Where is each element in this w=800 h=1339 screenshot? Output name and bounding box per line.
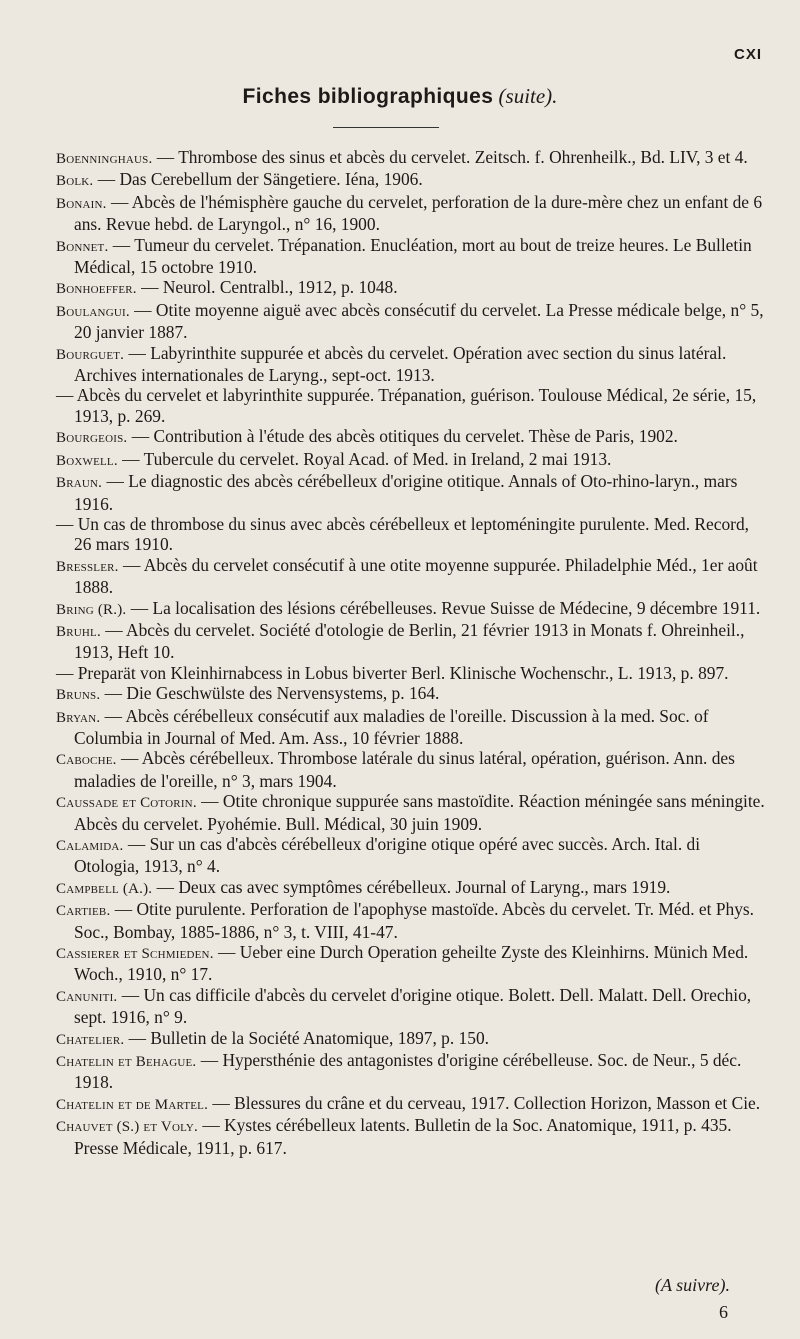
entry-author: Bolk. [56, 173, 94, 190]
entry-author: Cartieb. [56, 903, 111, 920]
entry-text: — Preparät von Kleinhirnabcess in Lobus biverter Berl. Klinische Wochenschr., L. 1913, p. 897. [56, 662, 729, 683]
entry-text: — Contribution à l'étude des abcès otitiques du cervelet. Thèse de Paris, 1902. [131, 426, 678, 447]
entry-text: — Le diagnostic des abcès cérébelleux d'origine otitique. Annals of Oto-rhino-laryn., mars 1916. [74, 471, 738, 514]
bibliography-entry [56, 514, 768, 555]
entry-author: Bourgeois. [56, 430, 128, 447]
entry-text: — Abcès du cervelet consécutif à une otite moyenne suppurée. Philadelphie Méd., 1er août 1888. [74, 554, 758, 598]
entry-author: Boxwell. [56, 452, 118, 469]
bibliography-entry [56, 1115, 768, 1158]
entry-author: Campbell (A.). [56, 880, 153, 897]
bibliography-entry [56, 985, 768, 1028]
page-title [0, 84, 800, 109]
entry-text: — Tubercule du cervelet. Royal Acad. of Med. in Ireland, 2 mai 1913. [122, 448, 612, 469]
entry-author: Boulangui. [56, 303, 130, 320]
entry-author: Cassierer et Schmieden. [56, 946, 214, 963]
bibliography-entry [56, 426, 768, 448]
bibliography-entry [56, 1028, 768, 1050]
bibliography-list [56, 147, 768, 1158]
entry-text: — Kystes cérébelleux latents. Bulletin de la Soc. Anatomique, 1911, p. 435. Presse Médicale, 1911, p. 617. [74, 1115, 732, 1158]
entry-author: Canuniti. [56, 988, 118, 1005]
bibliography-entry [56, 1093, 768, 1115]
entry-author: Chauvet (S.) et Voly. [56, 1119, 199, 1136]
entry-text: — Die Geschwülste des Nervensystems, p. 164. [104, 683, 440, 704]
entry-text: — Abcès de l'hémisphère gauche du cervelet, perforation de la dure-mère chez un enfant de 6 ans. Revue hebd. de Laryngol., n° 16, 1900. [74, 191, 763, 235]
bibliography-entry [56, 277, 768, 299]
entry-text: — Un cas de thrombose du sinus avec abcès cérébelleux et leptoméningite purulente. Med. Record, 26 mars 1910. [56, 513, 749, 555]
bibliography-entry [56, 663, 768, 683]
entry-text: — Labyrinthite suppurée et abcès du cervelet. Opération avec section du sinus latéral. Archives internationales de Laryng., sept-oct. 1913. [74, 342, 727, 386]
entry-author: Bruhl. [56, 623, 101, 640]
entry-text: — Abcès du cervelet. Société d'otologie de Berlin, 21 février 1913 in Monats f. Ohreinheil., 1913, Heft 10. [74, 619, 745, 663]
entry-text: — Deux cas avec symptômes cérébelleux. Journal of Laryng., mars 1919. [156, 876, 671, 897]
continued-note: (A suivre). [655, 1275, 730, 1295]
entry-text: — Hypersthénie des antagonistes d'origine cérébelleuse. Soc. de Neur., 5 déc. 1918. [74, 1050, 742, 1093]
bibliography-entry [56, 343, 768, 386]
bibliography-entry [56, 449, 768, 471]
bibliography-entry [56, 471, 768, 514]
entry-author: Chatelin et Behague. [56, 1054, 197, 1071]
entry-text: — Tumeur du cervelet. Trépanation. Enucléation, mort au bout de treize heures. Le Bulletin Médical, 15 octobre 1910. [74, 234, 752, 278]
bibliography-entry [56, 147, 768, 169]
bibliography-entry [56, 683, 768, 705]
bibliography-entry [56, 385, 768, 426]
entry-author: Caboche. [56, 752, 117, 769]
bibliography-entry [56, 192, 768, 235]
bibliography-entry [56, 620, 768, 663]
title-rule [333, 127, 439, 128]
title-main: Fiches bibliographiques [242, 85, 494, 108]
entry-author: Bourguet. [56, 346, 125, 363]
entry-text: — Un cas difficile d'abcès du cervelet d'origine otique. Bolett. Dell. Malatt. Dell. Orechio, sept. 1916, n° 9. [74, 984, 752, 1028]
entry-author: Braun. [56, 475, 103, 492]
folio-number: 6 [719, 1302, 728, 1322]
page-number: CXI [733, 46, 762, 63]
entry-text: — Blessures du crâne et du cerveau, 1917. Collection Horizon, Masson et Cie. [212, 1092, 761, 1113]
entry-author: Chatelin et de Martel. [56, 1096, 209, 1113]
bibliography-entry [56, 706, 768, 749]
entry-author: Bonhoeffer. [56, 281, 137, 298]
entry-text: — La localisation des lésions cérébelleuses. Revue Suisse de Médecine, 9 décembre 1911. [130, 597, 761, 618]
entry-text: — Abcès cérébelleux. Thrombose latérale du sinus latéral, opération, guérison. Ann. des maladies de l'oreille, n° 3, mars 1904. [74, 748, 735, 791]
bibliography-entry [56, 555, 768, 598]
bibliography-entry [56, 791, 768, 834]
bibliography-entry [56, 598, 768, 620]
entry-text: — Abcès du cervelet et labyrinthite suppurée. Trépanation, guérison. Toulouse Médical, 2e série, 15, 1913, p. 269. [56, 385, 757, 426]
entry-text: — Otite chronique suppurée sans mastoïdite. Réaction méningée sans méningite. Abcès du cervelet. Pyohémie. Bull. Médical, 30 juin 1909. [74, 791, 765, 834]
bibliography-entry [56, 942, 768, 985]
entry-text: — Bulletin de la Société Anatomique, 1897, p. 150. [128, 1027, 489, 1048]
bibliography-entry [56, 899, 768, 942]
entry-text: — Abcès cérébelleux consécutif aux maladies de l'oreille. Discussion à la med. Soc. of Columbia in Journal of Med. Am. Ass., 10 février 1888. [74, 705, 709, 748]
entry-author: Bonnet. [56, 238, 109, 255]
bibliography-entry [56, 877, 768, 899]
entry-text: — Sur un cas d'abcès cérébelleux d'origine otique opéré avec succès. Arch. Ital. di Otologia, 1913, n° 4. [74, 834, 701, 877]
title-suite: (suite). [498, 84, 558, 108]
entry-text: — Das Cerebellum der Sängetiere. Iéna, 1906. [97, 169, 423, 190]
entry-text: — Otite purulente. Perforation de l'apophyse mastoïde. Abcès du cervelet. Tr. Méd. et Phys. Soc., Bombay, 1885-1886, n° 3, t. VIII, 41-47. [74, 899, 755, 942]
entry-text: — Ueber eine Durch Operation geheilte Zyste des Kleinhirns. Münich Med. Woch., 1910, n° 17. [74, 942, 749, 985]
entry-text: — Otite moyenne aiguë avec abcès consécutif du cervelet. La Presse médicale belge, n° 5, 20 janvier 1887. [74, 299, 764, 343]
entry-author: Bonain. [56, 195, 107, 212]
bibliography-entry [56, 300, 768, 343]
entry-author: Calamida. [56, 838, 124, 854]
entry-author: Boenninghaus. [56, 151, 153, 167]
entry-author: Bruns. [56, 687, 101, 704]
bibliography-entry [56, 834, 768, 877]
bibliography-entry [56, 1050, 768, 1093]
bibliography-entry [56, 235, 768, 278]
bibliography-entry [56, 748, 768, 791]
entry-author: Bryan. [56, 709, 101, 726]
entry-author: Chatelier. [56, 1031, 125, 1048]
entry-text: — Thrombose des sinus et abcès du cervelet. Zeitsch. f. Ohrenheilk., Bd. LIV, 3 et 4. [156, 147, 748, 167]
entry-author: Bring (R.). [56, 601, 127, 618]
entry-author: Caussade et Cotorin. [56, 795, 197, 812]
bibliography-entry [56, 169, 768, 191]
entry-author: Bressler. [56, 558, 119, 575]
entry-text: — Neurol. Centralbl., 1912, p. 1048. [141, 277, 398, 298]
